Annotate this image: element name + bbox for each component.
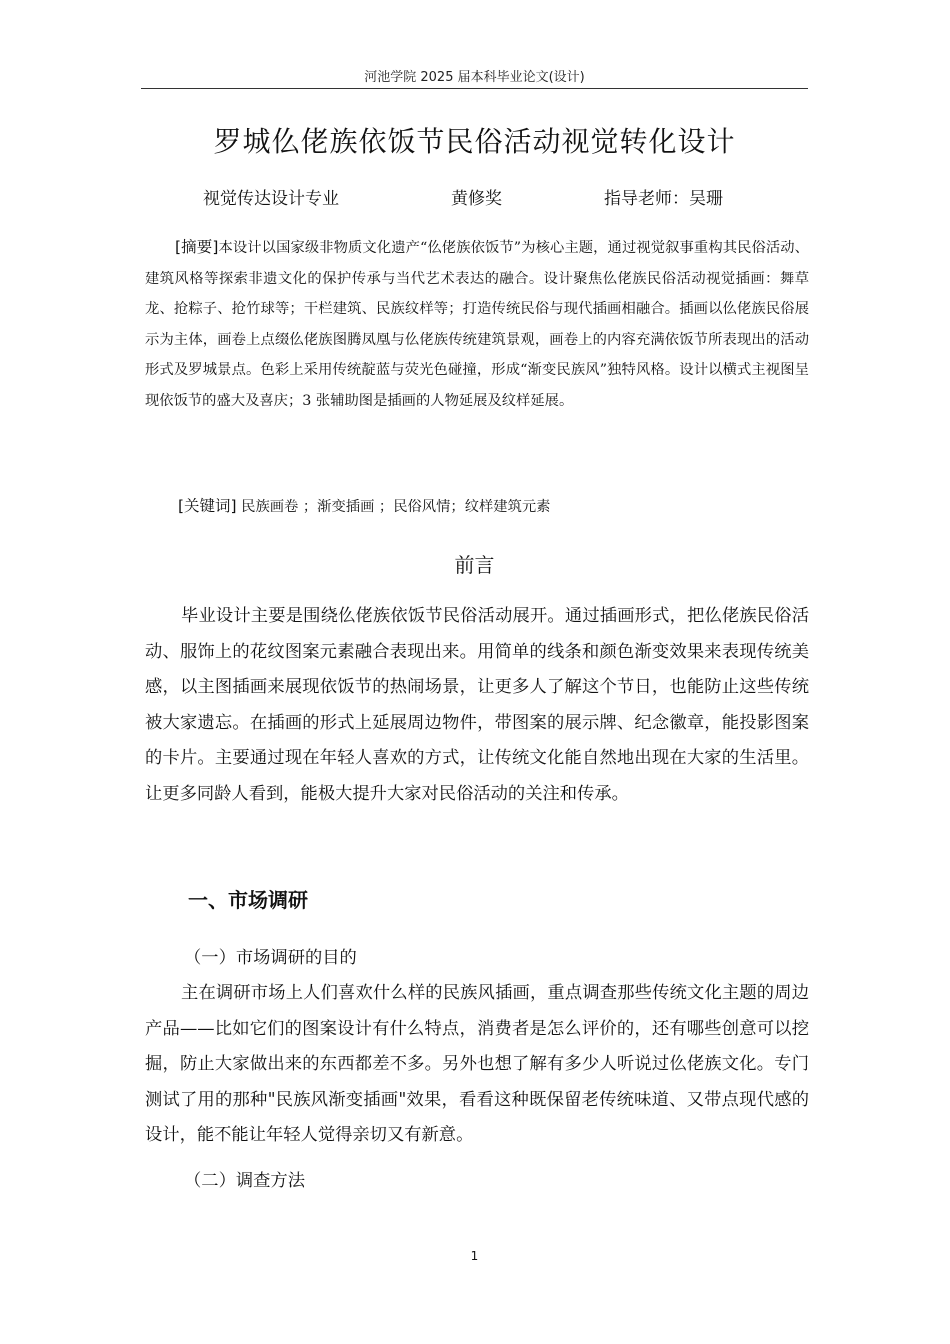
header-divider [141, 88, 808, 89]
purpose-paragraph: 主在调研市场上人们喜欢什么样的民族风插画，重点调查那些传统文化主题的周边产品——比如它们的图案设计有什么特点，消费者是怎么评价的，还有哪些创意可以挖掘，防止大家做出来的东西都差不多。另外也想了解有多少人听说过仫佬族文化。专门测试了用的那种"民族风渐变插画"效果，看看这种既保留老传统味道、又带点现代感的设计，能不能让年轻人觉得亲切又有新意。 [145, 983, 809, 1145]
abstract [145, 232, 809, 416]
subsection-heading-purpose: （一）市场调研的目的 [184, 948, 357, 968]
author-major: 视觉传达设计专业 [203, 189, 339, 209]
keywords-label: [关键词] [178, 497, 237, 515]
abstract-label: [摘要] [175, 238, 219, 256]
author-name: 黄修奖 [451, 189, 502, 209]
section-heading-market-research: 一、市场调研 [188, 888, 308, 912]
subsection-heading-method: （二）调查方法 [184, 1171, 305, 1191]
preface-heading: 前言 [454, 553, 495, 577]
running-header: 河池学院 2025 届本科毕业论文(设计) [364, 70, 585, 85]
keywords [178, 494, 550, 516]
author-advisor: 指导老师：吴珊 [604, 189, 723, 209]
abstract-text: 本设计以国家级非物质文化遗产“仫佬族依饭节”为核心主题，通过视觉叙事重构其民俗活动、建筑风格等探索非遗文化的保护传承与当代艺术表达的融合。设计聚焦仫佬族民俗活动视觉插画：舞草龙、抢粽子、抢竹球等；干栏建筑、民族纹样等；打造传统民俗与现代插画相融合。插画以仫佬族民俗展示为主体，画卷上点缀仫佬族图腾凤凰与仫佬族传统建筑景观，画卷上的内容充满依饭节所表现出的活动形式及罗城景点。色彩上采用传统靛蓝与荧光色碰撞，形成“渐变民族风”独特风格。设计以横式主视图呈现依饭节的盛大及喜庆；3 张辅助图是插画的人物延展及纹样延展。 [145, 240, 809, 409]
preface-paragraph: 毕业设计主要是围绕仫佬族依饭节民俗活动展开。通过插画形式，把仫佬族民俗活动、服饰上的花纹图案元素融合表现出来。用简单的线条和颜色渐变效果来表现传统美感，以主图插画来展现依饭节的热闹场景，让更多人了解这个节日，也能防止这些传统被大家遗忘。在插画的形式上延展周边物件，带图案的展示牌、纪念徽章，能投影图案的卡片。主要通过现在年轻人喜欢的方式，让传统文化能自然地出现在大家的生活里。让更多同龄人看到，能极大提升大家对民俗活动的关注和传承。 [145, 606, 809, 804]
page-number: 1 [470, 1249, 479, 1263]
keywords-text: 民族画卷 ；渐变插画 ；民俗风情；纹样建筑元素 [241, 499, 551, 515]
paper-title: 罗城仫佬族依饭节民俗活动视觉转化设计 [213, 125, 736, 158]
